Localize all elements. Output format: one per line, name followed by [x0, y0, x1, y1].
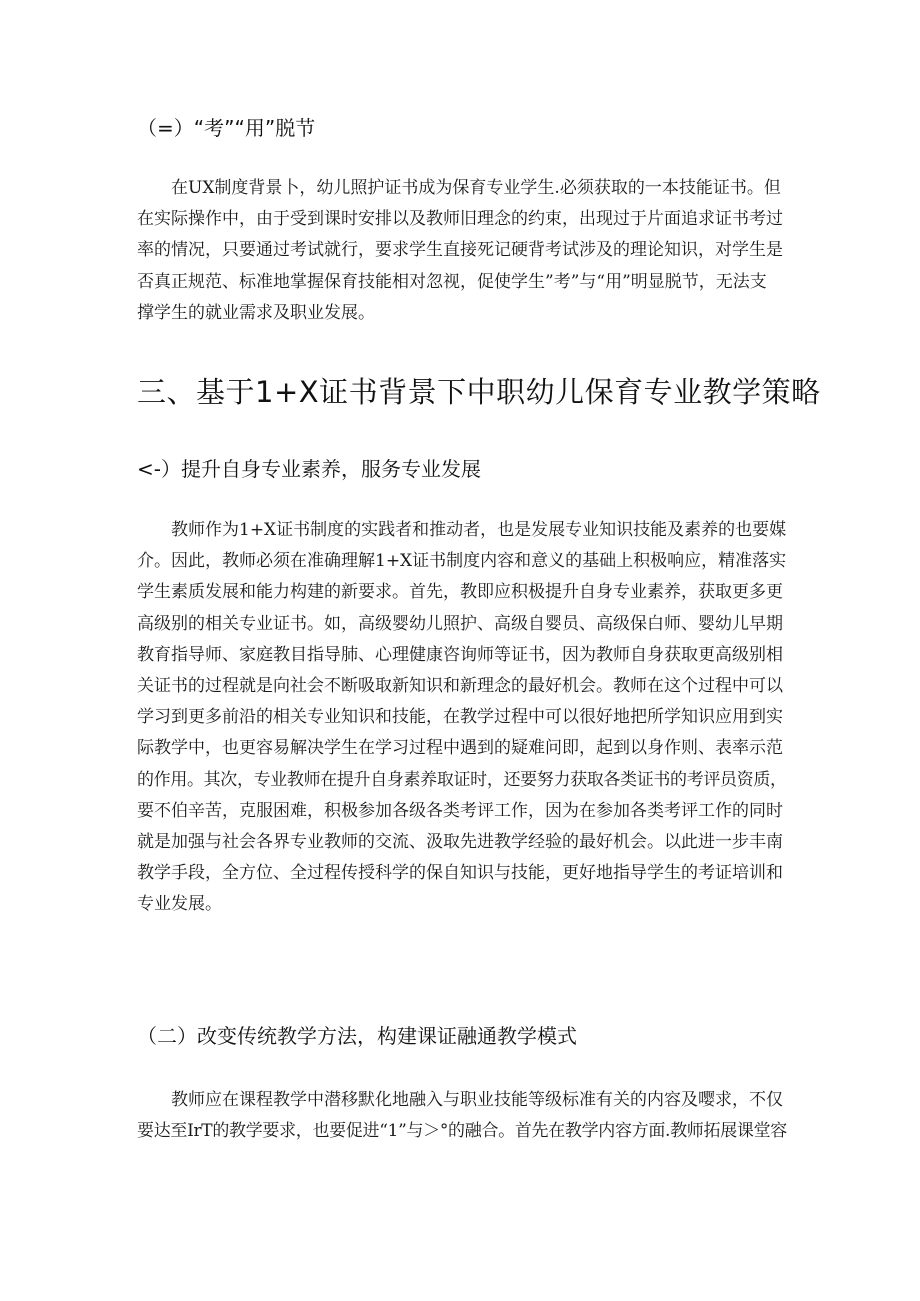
paragraph-line: 的作用。其次，专业教师在提升自身素养取证时，还要努力获取各类证书的考评员资质，: [137, 769, 787, 790]
paragraph-subsection-1: [137, 515, 787, 921]
paragraph-line: 专业发展。: [137, 894, 222, 915]
paragraph-line: 介。因此，教师必须在准确理解1+X证书制度内容和意义的基础上积极响应，精准落实: [137, 551, 787, 572]
paragraph-kao-yong: [137, 173, 787, 329]
subsection-heading-2: （二）改变传统教学方法，构建课证融通教学模式: [137, 1024, 577, 1048]
paragraph-line: 率的情况，只要通过考试就行，要求学生直接死记硬背考试涉及的理论知识，对学生是: [137, 240, 783, 261]
section-heading-kao-yong: （=）“考”“用”脱节: [137, 116, 316, 140]
paragraph-line: 在UX制度背景卜，幼儿照护证书成为保育专业学生.必须获取的一本技能证书。但: [171, 178, 781, 198]
paragraph-line: 否真正规范、标准地掌握保育技能相对忽视，促使学生”考”与“用”明显脱节，无法支: [137, 271, 767, 292]
paragraph-line: 就是加强与社会各界专业教师的交流、汲取先进教学经验的最好机会。以此进一步丰南: [137, 832, 783, 853]
paragraph-line: 学习到更多前沿的相关专业知识和技能，在教学过程中可以很好地把所学知识应用到实: [137, 707, 783, 728]
paragraph-line: 际教学中，也更容易解决学生在学习过程中遇到的疑难问即，起到以身作则、表率示范: [137, 738, 783, 759]
paragraph-subsection-2: [137, 1085, 787, 1147]
paragraph-line: 教学手段，全方位、全过程传授科学的保自知识与技能，更好地指导学生的考证培训和: [137, 863, 783, 884]
paragraph-line: 高级别的相关专业证书。如，高级婴幼儿照护、高级自婴员、高级保白师、婴幼儿早期: [137, 613, 783, 634]
paragraph-line: 要达至IrT的教学要求，也要促进“1”与＞°的融合。首先在教学内容方面.教师拓展课堂容: [137, 1121, 787, 1142]
paragraph-line: 要不伯辛苦，克服困难，积极参加各级各类考评工作，因为在参加各类考评工作的同时: [137, 800, 783, 821]
chapter-heading: 三、基于1+X证书背景下中职幼儿保育专业教学策略: [137, 375, 821, 409]
paragraph-line: 教师作为1+X证书制度的实践者和推动者，也是发展专业知识技能及素养的也要媒: [171, 520, 787, 540]
paragraph-line: 关证书的过程就是向社会不断吸取新知识和新理念的最好机会。教师在这个过程中可以: [137, 676, 783, 697]
paragraph-line: 撑学生的就业需求及职业发展。: [137, 302, 375, 323]
paragraph-line: 教师应在课程教学中潜移默化地融入与职业技能等级标准有关的内容及嘤求，不仅: [171, 1090, 783, 1110]
paragraph-line: 在实际操作中，由于受到课时安排以及教师旧理念的约束，出现过于片面追求证书考过: [137, 209, 783, 230]
paragraph-line: 学生素质发展和能力构建的新要求。首先，教即应积极提升自身专业素养，获取更多更: [137, 582, 783, 603]
subsection-heading-1: <-）提升自身专业素养，服务专业发展: [137, 457, 481, 481]
paragraph-line: 教育指导师、家庭教目指导肺、心理健康咨询师等证书，因为教师自身获取更高级别相: [137, 644, 783, 665]
